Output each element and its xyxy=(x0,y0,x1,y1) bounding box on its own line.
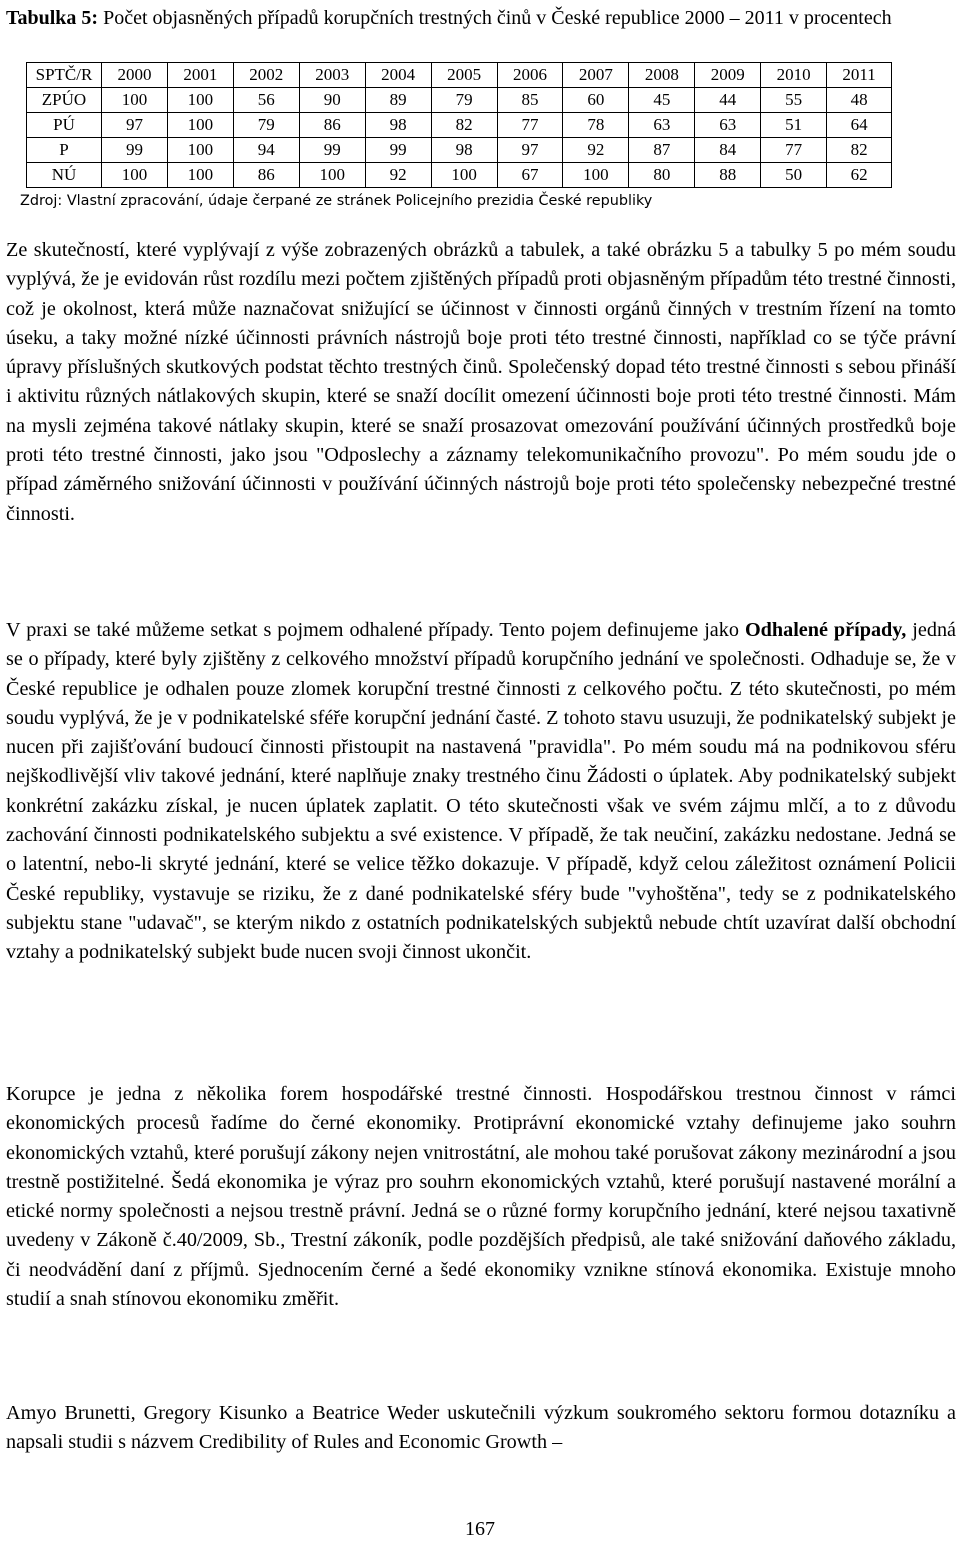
table-cell: 60 xyxy=(563,88,629,113)
table-cell: 44 xyxy=(695,88,761,113)
table-caption-label: Tabulka 5: xyxy=(6,7,99,29)
table-cell: 100 xyxy=(167,163,233,188)
table-header-cell: 2003 xyxy=(299,63,365,88)
table-cell: 98 xyxy=(431,138,497,163)
table-cell: 79 xyxy=(431,88,497,113)
table-header-cell: 2010 xyxy=(761,63,827,88)
paragraph-3: Korupce je jedna z několika forem hospodářské trestné činnosti. Hospodářskou trestnou činnost v rámci ekonomických procesů řadíme do černé ekonomiky. Protiprávní ekonomické vztahy definujeme jako souhrn ekonomických vztahů, které porušují zákony nejen vnitrostátní, ale mohou také porušovat zákony mezinárodní a jsou trestně postižitelné. Šedá ekonomika je výraz pro souhrn ekonomických vztahů, které porušují nastavené morální a etické normy společnosti a nejsou trestně právní. Jedná se o různé formy korupčního jednání, které nejsou taxativně uvedeny v Zákoně č.40/2009, Sb., Trestní zákoník, podle pozdějších předpisů, ale také snižování daňového základu, či neodvádění daní z příjmů. Sjednocením černé a šedé ekonomiky vznikne stínová ekonomika. Existuje mnoho studií a snah stínovou ekonomiku změřit. xyxy=(6,1083,956,1311)
table-cell: 63 xyxy=(695,113,761,138)
table-header-cell: 2001 xyxy=(167,63,233,88)
table-cell: 90 xyxy=(299,88,365,113)
table-row xyxy=(27,113,892,138)
table-cell: 48 xyxy=(827,88,892,113)
table-header-cell: SPTČ/R xyxy=(27,63,102,88)
table-cell: 100 xyxy=(431,163,497,188)
table-cell: 64 xyxy=(827,113,892,138)
table-cell: 80 xyxy=(629,163,695,188)
table-cell: 84 xyxy=(695,138,761,163)
table-caption-text: Počet objasněných případů korupčních trestných činů v České republice 2000 – 2011 v procentech xyxy=(98,7,892,29)
table-cell: 79 xyxy=(233,113,299,138)
table-cell: 85 xyxy=(497,88,563,113)
table-row xyxy=(27,88,892,113)
table-cell: 100 xyxy=(167,113,233,138)
table-cell: 89 xyxy=(365,88,431,113)
table-cell: 92 xyxy=(365,163,431,188)
table-cell: 100 xyxy=(563,163,629,188)
table-cell: 45 xyxy=(629,88,695,113)
table-row-label: P xyxy=(27,138,102,163)
table-cell: 97 xyxy=(497,138,563,163)
table-cell: 86 xyxy=(233,163,299,188)
paragraph-4: Amyo Brunetti, Gregory Kisunko a Beatrice Weder uskutečnili výzkum soukromého sektoru formou dotazníku a napsali studii s názvem Credibility of Rules and Economic Growth – xyxy=(6,1402,956,1454)
table-header-cell: 2011 xyxy=(827,63,892,88)
table-cell: 56 xyxy=(233,88,299,113)
table-header-cell: 2009 xyxy=(695,63,761,88)
table-header-row xyxy=(27,63,892,88)
paragraph-2-term: Odhalené případy, xyxy=(744,619,907,641)
table-cell: 97 xyxy=(102,113,168,138)
paragraph-2-rest: jedná se o případy, které byly zjištěny z celkového množství případů korupčního jednání ve společnosti. Odhaduje se, že v České republice je odhalen pouze zlomek korupční trestné činnosti z celkového počtu. Z této skutečnosti, po mém soudu vyplývá, že je v podnikatelské sféře korupční jednání časté. Z tohoto stavu usuzuji, že podnikatelský subjekt je nucen při zajišťování budoucí činnosti přistoupit na nastavená "pravidla". Po mém soudu má na podnikovou sféru nejškodlivější vliv takové jednání, které naplňuje znaky trestného činu Žádosti o úplatek. Aby podnikatelský subjekt konkrétní zakázku získal, je nucen úplatek zaplatit. O této skutečnosti však ve svém zájmu mlčí, a to z důvodu zachování činnosti podnikatelského subjektu a své existence. V případě, že tak neučiní, zakázku nedostane. Jedná se o latentní, nebo-li skryté jednání, které se velice těžko dokazuje. V případě, když celou záležitost oznámení Policii České republiky, vystavuje se riziku, že z dané podnikatelské sféry bude "vyhoštěna", tedy se z podnikatelského subjektu stane "udavač", se kterým nikdo z ostatních podnikatelských subjektů nebude chtít uzavírat další obchodní vztahy a podnikatelský subjekt bude nucen svoji činnost ukončit. xyxy=(6,619,956,964)
table-cell: 92 xyxy=(563,138,629,163)
table-cell: 62 xyxy=(827,163,892,188)
table-header-cell: 2006 xyxy=(497,63,563,88)
table-row-label: NÚ xyxy=(27,163,102,188)
paragraph-2-start: V praxi se také můžeme setkat s pojmem odhalené případy. Tento pojem definujeme jako xyxy=(6,619,745,641)
table-header-cell: 2007 xyxy=(563,63,629,88)
table-row xyxy=(27,163,892,188)
table-cell: 50 xyxy=(761,163,827,188)
table-header-cell: 2008 xyxy=(629,63,695,88)
table-cell: 98 xyxy=(365,113,431,138)
table-header-cell: 2002 xyxy=(233,63,299,88)
table-row-label: PÚ xyxy=(27,113,102,138)
table-cell: 100 xyxy=(167,88,233,113)
table-cell: 99 xyxy=(299,138,365,163)
table-header-cell: 2000 xyxy=(102,63,168,88)
table-source-note: Zdroj: Vlastní zpracování, údaje čerpané ze stránek Policejního prezidia České republiky xyxy=(20,193,653,209)
table-cell: 87 xyxy=(629,138,695,163)
table-header-cell: 2004 xyxy=(365,63,431,88)
paragraph-2 xyxy=(6,616,956,968)
table-cell: 78 xyxy=(563,113,629,138)
table-cell: 88 xyxy=(695,163,761,188)
table-cell: 77 xyxy=(497,113,563,138)
table-cell: 77 xyxy=(761,138,827,163)
table-cell: 94 xyxy=(233,138,299,163)
table-cell: 100 xyxy=(102,88,168,113)
table-caption xyxy=(6,4,954,32)
table-cell: 51 xyxy=(761,113,827,138)
table-row xyxy=(27,138,892,163)
table-cell: 99 xyxy=(102,138,168,163)
table-row-label: ZPÚO xyxy=(27,88,102,113)
table-cell: 99 xyxy=(365,138,431,163)
table-cell: 100 xyxy=(167,138,233,163)
table-cell: 55 xyxy=(761,88,827,113)
table-cell: 67 xyxy=(497,163,563,188)
table-cell: 63 xyxy=(629,113,695,138)
paragraph-1: Ze skutečností, které vyplývají z výše zobrazených obrázků a tabulek, a také obrázku 5 a tabulky 5 po mém soudu vyplývá, že je evidován růst rozdílu mezi počtem zjištěných případů proti objasněným případům této trestné činnosti, což je okolnost, která může naznačovat snižující se účinnost v činnosti orgánů činných v trestním řízení na tomto úseku, a taky možné nízké účinnosti právních nástrojů boje proti této trestné činnosti, například co se týče právní úpravy příslušných skutkových podstat těchto trestných činů. Společenský dopad této trestné činnosti s sebou přináší i aktivitu různých nátlakových skupin, které se snaží docílit omezení účinnosti boje proti této trestné činnosti. Mám na mysli zejména takové nátlaky skupin, které se snaží prosazovat omezování používání účinných prostředků boje proti této trestné činnosti, jako jsou "Odposlechy a záznamy telekomunikačního provozu". Po mém soudu jde o případ záměrného snižování účinnosti v používání účinných nástrojů boje proti této společensky nebezpečné trestné činnosti. xyxy=(6,239,956,525)
table-cell: 82 xyxy=(827,138,892,163)
table-cell: 100 xyxy=(299,163,365,188)
corruption-cases-table xyxy=(26,62,892,188)
table-cell: 82 xyxy=(431,113,497,138)
table-header-cell: 2005 xyxy=(431,63,497,88)
page-number: 167 xyxy=(465,1518,495,1540)
table-cell: 86 xyxy=(299,113,365,138)
table-cell: 100 xyxy=(102,163,168,188)
